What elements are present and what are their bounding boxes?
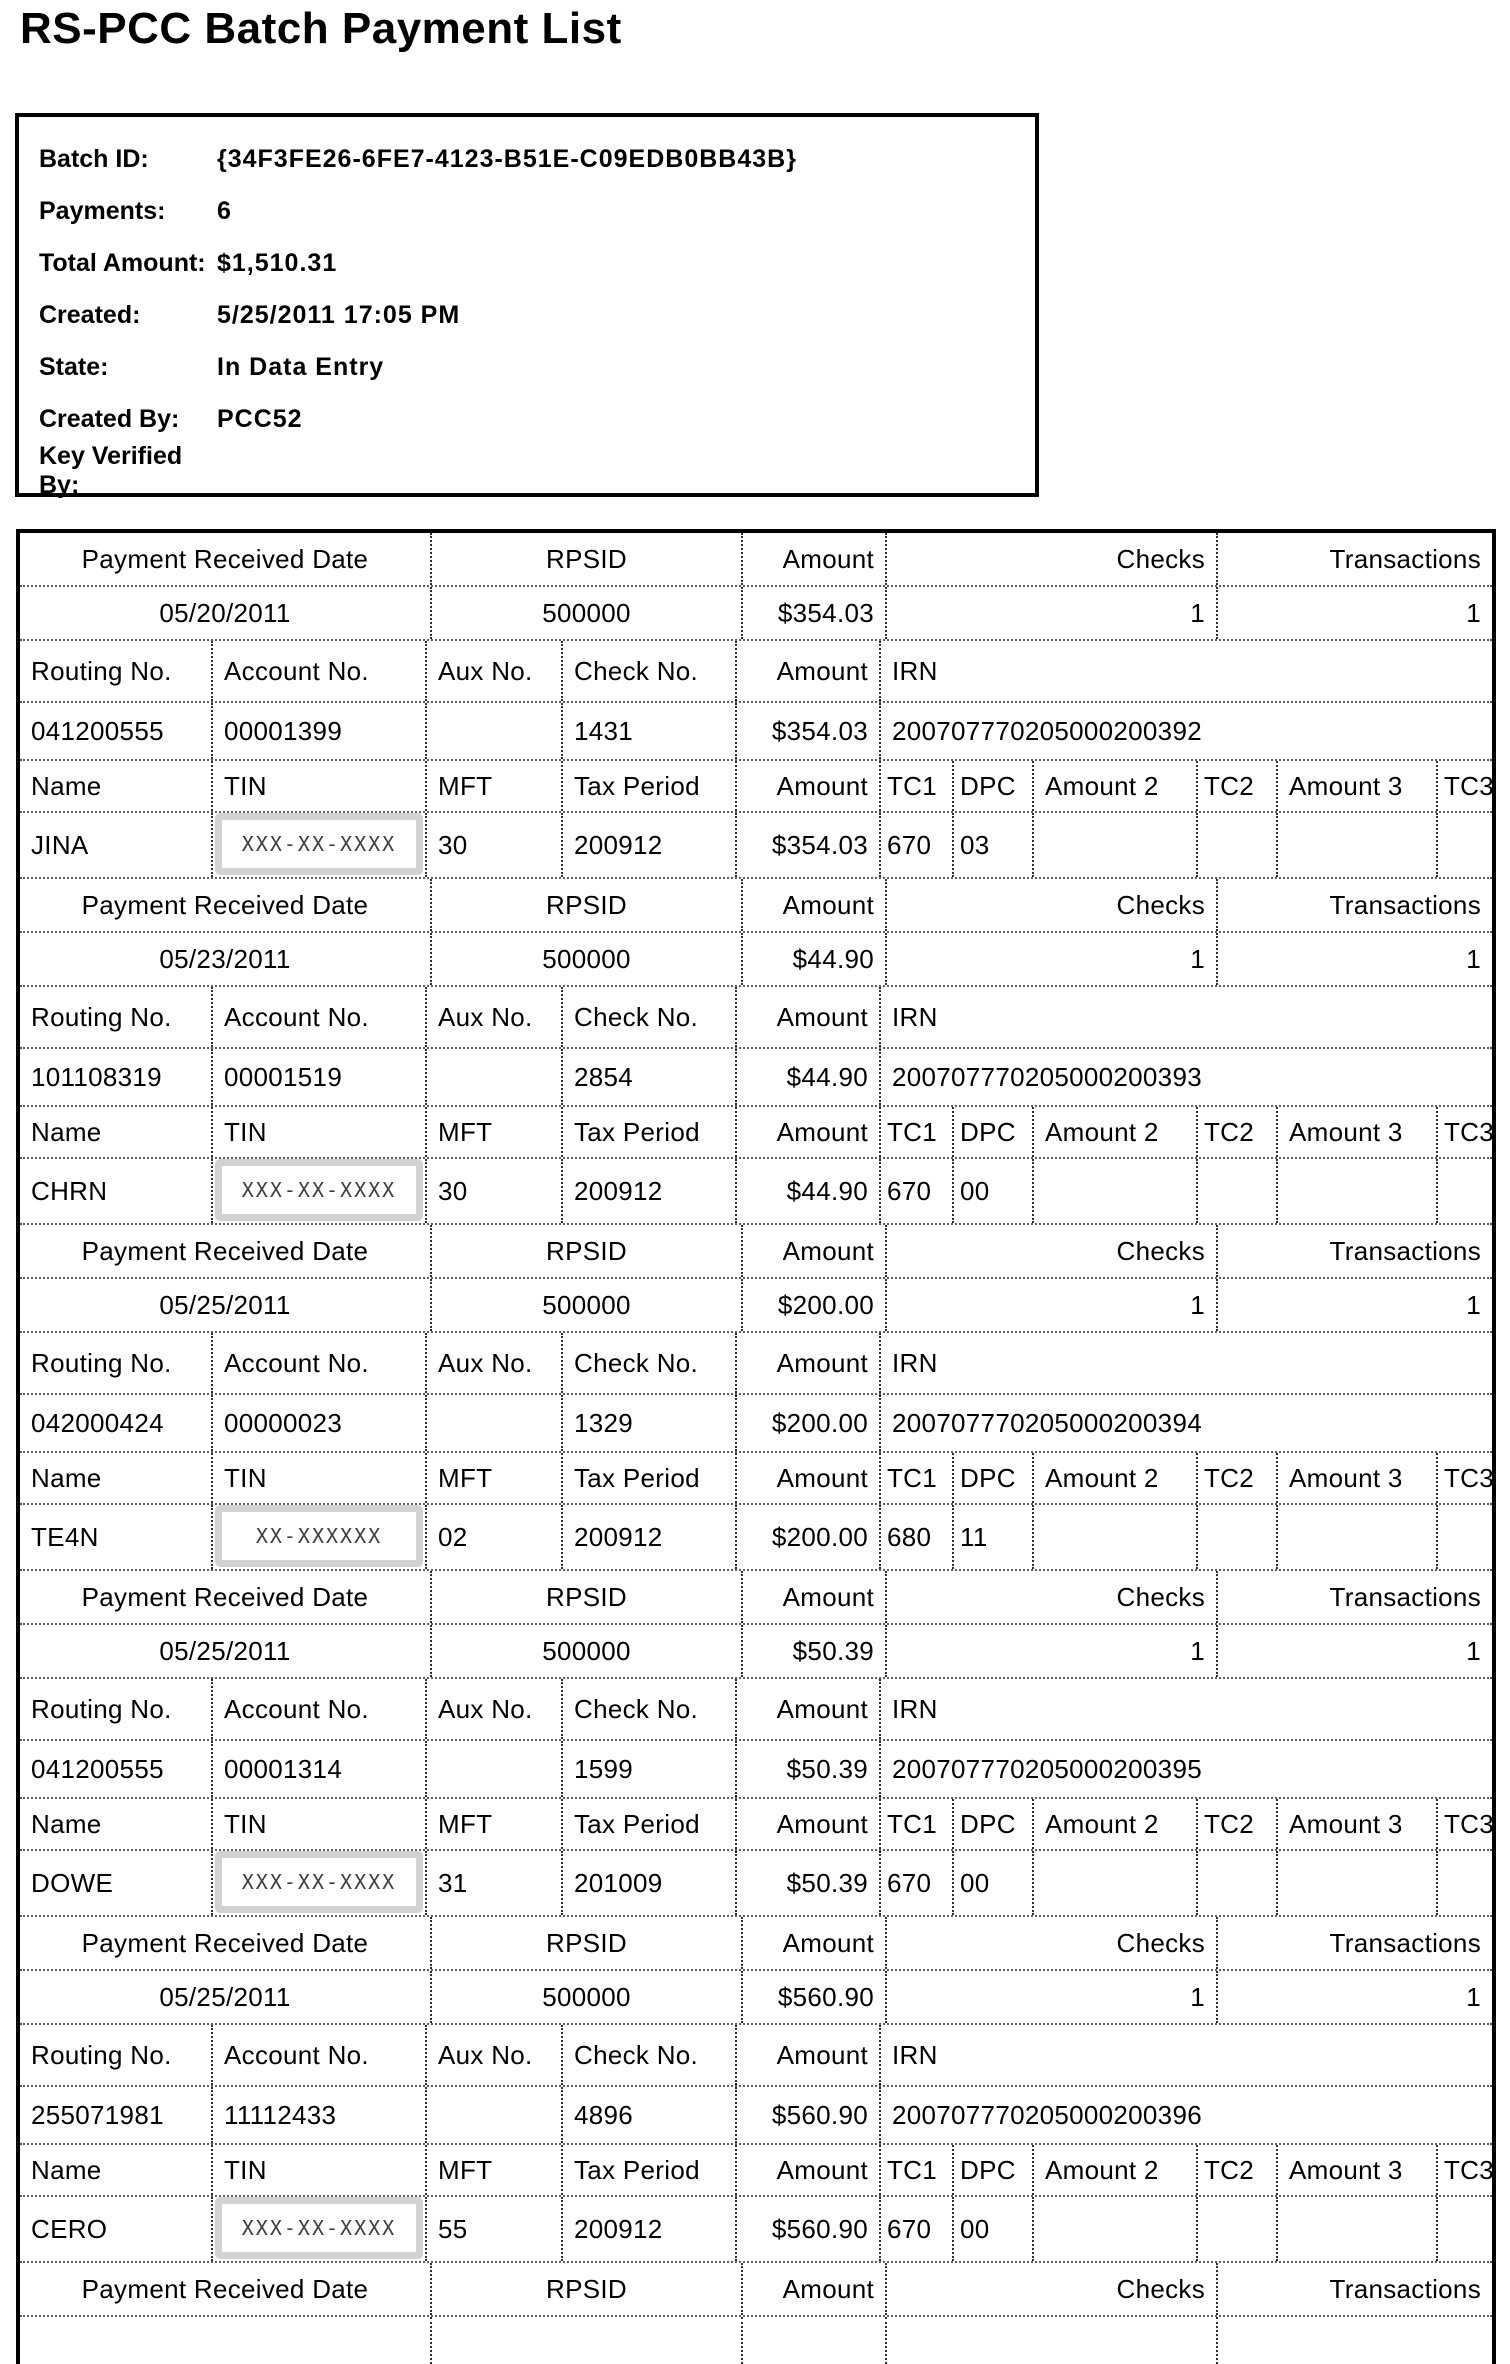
batch-info-box bbox=[15, 113, 1039, 497]
created-by-value: PCC52 bbox=[217, 404, 303, 433]
routing-no-value: 041200555 bbox=[20, 703, 213, 759]
col-header-payment-received-date: Payment Received Date bbox=[20, 1571, 432, 1623]
col-header-transactions: Transactions bbox=[1329, 543, 1481, 574]
payment-header-row bbox=[20, 879, 1492, 933]
col-header-irn: IRN bbox=[892, 1693, 938, 1724]
checks-value: 1 bbox=[887, 587, 1218, 639]
detail-header-row bbox=[20, 1799, 1495, 1851]
col-header-rpsid: RPSID bbox=[432, 879, 743, 931]
col-header-tc1: TC1 bbox=[881, 2145, 954, 2195]
col-header-check-no: Check No. bbox=[563, 641, 737, 701]
col-header-aux-no: Aux No. bbox=[427, 2025, 563, 2085]
col-header-tc2: TC2 bbox=[1198, 1799, 1278, 1849]
created-by-label: Created By: bbox=[39, 404, 180, 433]
routing-no-value: 101108319 bbox=[20, 1049, 213, 1105]
check-no-value: 1329 bbox=[563, 1395, 737, 1451]
taxpayer-name-value: CHRN bbox=[20, 1159, 213, 1223]
received-date-value: 05/25/2011 bbox=[20, 1279, 432, 1331]
col-header-dpc: DPC bbox=[954, 1453, 1034, 1503]
tax-period-value: 200912 bbox=[563, 1505, 737, 1569]
total-amount-value: $1,510.31 bbox=[217, 248, 338, 277]
col-header-aux-no: Aux No. bbox=[427, 1679, 563, 1739]
col-header-check-no: Check No. bbox=[563, 1333, 737, 1393]
col-header-checks: Checks bbox=[887, 2263, 1218, 2315]
col-header-amount2: Amount 2 bbox=[1034, 761, 1198, 811]
col-header-checks: Checks bbox=[887, 1225, 1218, 1277]
tc1-value: 680 bbox=[881, 1505, 954, 1569]
tc3-value bbox=[1438, 1505, 1492, 1569]
detail-amount-value: $44.90 bbox=[737, 1159, 881, 1223]
col-header-routing-no: Routing No. bbox=[20, 641, 213, 701]
created-label: Created: bbox=[39, 300, 141, 329]
tc3-value bbox=[1438, 1851, 1492, 1915]
amount3-value bbox=[1278, 1159, 1438, 1223]
col-header-transactions: Transactions bbox=[1329, 1927, 1481, 1958]
col-header-mft: MFT bbox=[427, 761, 563, 811]
payment-summary-row bbox=[20, 1279, 1492, 1333]
created-value: 5/25/2011 17:05 PM bbox=[217, 300, 461, 329]
col-header-name: Name bbox=[20, 1453, 213, 1503]
taxpayer-name-value: CERO bbox=[20, 2197, 213, 2261]
col-header-tc1: TC1 bbox=[881, 1799, 954, 1849]
tin-redacted-box bbox=[215, 813, 423, 875]
payment-header-row bbox=[20, 1917, 1492, 1971]
batch-id-label: Batch ID: bbox=[39, 144, 149, 173]
routing-no-value: 041200555 bbox=[20, 1741, 213, 1797]
irn-value: 200707770205000200392 bbox=[892, 715, 1202, 746]
taxpayer-name-value: JINA bbox=[20, 813, 213, 877]
col-header-tin: TIN bbox=[213, 1799, 427, 1849]
col-header-amount: Amount bbox=[743, 1225, 887, 1277]
bank-detail-row bbox=[20, 1395, 1492, 1453]
col-header-account-no: Account No. bbox=[213, 987, 427, 1047]
detail-header-row bbox=[20, 2145, 1495, 2197]
col-header-tin: TIN bbox=[213, 1453, 427, 1503]
col-header-amount: Amount bbox=[743, 879, 887, 931]
col-header-check-no: Check No. bbox=[563, 1679, 737, 1739]
tax-period-value: 200912 bbox=[563, 813, 737, 877]
account-no-value: 11112433 bbox=[213, 2087, 427, 2143]
bank-header-row bbox=[20, 1679, 1492, 1741]
payment-header-row bbox=[20, 1571, 1492, 1625]
col-header-amount: Amount bbox=[743, 533, 887, 585]
col-header-tc3: TC3 bbox=[1444, 1462, 1495, 1493]
tin-redacted-text: XX-XXXXXX bbox=[255, 1524, 383, 1548]
col-header-tax-period: Tax Period bbox=[563, 2145, 737, 2195]
payments-count-label: Payments: bbox=[39, 196, 166, 225]
payments-count-row bbox=[39, 185, 1035, 237]
taxpayer-name-value: TE4N bbox=[20, 1505, 213, 1569]
col-header-tc2: TC2 bbox=[1198, 761, 1278, 811]
detail-header-row bbox=[20, 1453, 1495, 1505]
check-amount-value: $560.90 bbox=[737, 2087, 881, 2143]
bank-detail-row bbox=[20, 1049, 1492, 1107]
irn-value: 200707770205000200394 bbox=[892, 1407, 1202, 1438]
tin-cell bbox=[213, 1159, 427, 1223]
col-header-amount3: Amount 3 bbox=[1278, 1799, 1438, 1849]
dpc-value: 11 bbox=[954, 1505, 1034, 1569]
col-header-amount: Amount bbox=[737, 641, 881, 701]
col-header-checks: Checks bbox=[887, 879, 1218, 931]
detail-header-row bbox=[20, 1107, 1495, 1159]
mft-value: 30 bbox=[427, 1159, 563, 1223]
amount3-value bbox=[1278, 2197, 1438, 2261]
tc2-value bbox=[1198, 1159, 1278, 1223]
detail-value-row bbox=[20, 1851, 1492, 1917]
bank-detail-row bbox=[20, 703, 1492, 761]
col-header-rpsid: RPSID bbox=[432, 1917, 743, 1969]
tin-redacted-text: XXX-XX-XXXX bbox=[241, 832, 397, 856]
col-header-aux-no: Aux No. bbox=[427, 1333, 563, 1393]
payment-summary-row bbox=[20, 933, 1492, 987]
col-header-transactions: Transactions bbox=[1329, 2273, 1481, 2304]
account-no-value: 00001399 bbox=[213, 703, 427, 759]
tin-redacted-box bbox=[215, 1159, 423, 1221]
amount3-value bbox=[1278, 1851, 1438, 1915]
check-no-value: 1599 bbox=[563, 1741, 737, 1797]
payment-header-row bbox=[20, 1225, 1492, 1279]
received-date-value: 05/20/2011 bbox=[20, 587, 432, 639]
col-header-mft: MFT bbox=[427, 1799, 563, 1849]
col-header-routing-no: Routing No. bbox=[20, 2025, 213, 2085]
bank-detail-row bbox=[20, 1741, 1492, 1799]
tax-period-value: 200912 bbox=[563, 1159, 737, 1223]
tc3-value bbox=[1438, 1159, 1492, 1223]
aux-no-value bbox=[427, 2087, 563, 2143]
amount2-value bbox=[1034, 1505, 1198, 1569]
payment-summary-row bbox=[20, 1625, 1492, 1679]
col-header-amount: Amount bbox=[737, 2145, 881, 2195]
col-header-check-no: Check No. bbox=[563, 2025, 737, 2085]
col-header-dpc: DPC bbox=[954, 761, 1034, 811]
mft-value: 55 bbox=[427, 2197, 563, 2261]
col-header-transactions: Transactions bbox=[1329, 889, 1481, 920]
tin-redacted-box bbox=[215, 2197, 423, 2259]
rpsid-value: 500000 bbox=[432, 587, 743, 639]
col-header-rpsid: RPSID bbox=[432, 533, 743, 585]
irn-value: 200707770205000200396 bbox=[892, 2099, 1202, 2130]
tc1-value: 670 bbox=[881, 2197, 954, 2261]
payments-count-value: 6 bbox=[217, 196, 232, 225]
col-header-tax-period: Tax Period bbox=[563, 1107, 737, 1157]
col-header-dpc: DPC bbox=[954, 1799, 1034, 1849]
col-header-irn: IRN bbox=[892, 655, 938, 686]
account-no-value: 00000023 bbox=[213, 1395, 427, 1451]
transactions-value: 1 bbox=[1466, 1289, 1481, 1320]
col-header-checks: Checks bbox=[887, 533, 1218, 585]
col-header-aux-no: Aux No. bbox=[427, 987, 563, 1047]
tc2-value bbox=[1198, 2197, 1278, 2261]
col-header-tc2: TC2 bbox=[1198, 1453, 1278, 1503]
col-header-rpsid: RPSID bbox=[432, 1225, 743, 1277]
routing-no-value: 255071981 bbox=[20, 2087, 213, 2143]
col-header-dpc: DPC bbox=[954, 2145, 1034, 2195]
col-header-amount: Amount bbox=[737, 2025, 881, 2085]
check-amount-value: $354.03 bbox=[737, 703, 881, 759]
col-header-name: Name bbox=[20, 761, 213, 811]
col-header-tc1: TC1 bbox=[881, 1453, 954, 1503]
state-row bbox=[39, 341, 1035, 393]
amount3-value bbox=[1278, 1505, 1438, 1569]
col-header-tc1: TC1 bbox=[881, 1107, 954, 1157]
bank-header-row bbox=[20, 987, 1492, 1049]
col-header-rpsid: RPSID bbox=[432, 2263, 743, 2315]
amount-value: $50.39 bbox=[743, 1625, 887, 1677]
transactions-value: 1 bbox=[1466, 1635, 1481, 1666]
col-header-tax-period: Tax Period bbox=[563, 1453, 737, 1503]
col-header-payment-received-date: Payment Received Date bbox=[20, 1917, 432, 1969]
total-amount-row bbox=[39, 237, 1035, 289]
check-no-value: 2854 bbox=[563, 1049, 737, 1105]
col-header-amount: Amount bbox=[737, 1679, 881, 1739]
amount-value: $354.03 bbox=[743, 587, 887, 639]
payment-header-row bbox=[20, 2263, 1492, 2317]
transactions-value bbox=[1218, 2317, 1492, 2364]
col-header-transactions: Transactions bbox=[1329, 1235, 1481, 1266]
col-header-mft: MFT bbox=[427, 1453, 563, 1503]
mft-value: 02 bbox=[427, 1505, 563, 1569]
checks-value bbox=[887, 2317, 1218, 2364]
check-no-value: 4896 bbox=[563, 2087, 737, 2143]
tin-redacted-box bbox=[215, 1505, 423, 1567]
checks-value: 1 bbox=[887, 1625, 1218, 1677]
tin-cell bbox=[213, 2197, 427, 2261]
col-header-irn: IRN bbox=[892, 1347, 938, 1378]
transactions-value: 1 bbox=[1466, 1981, 1481, 2012]
state-label: State: bbox=[39, 352, 109, 381]
bank-header-row bbox=[20, 2025, 1492, 2087]
account-no-value: 00001519 bbox=[213, 1049, 427, 1105]
checks-value: 1 bbox=[887, 1971, 1218, 2023]
col-header-dpc: DPC bbox=[954, 1107, 1034, 1157]
bank-header-row bbox=[20, 641, 1492, 703]
payment-summary-row-truncated bbox=[20, 2317, 1492, 2364]
tin-cell bbox=[213, 1851, 427, 1915]
col-header-amount: Amount bbox=[737, 761, 881, 811]
col-header-amount: Amount bbox=[737, 987, 881, 1047]
col-header-payment-received-date: Payment Received Date bbox=[20, 879, 432, 931]
col-header-amount: Amount bbox=[743, 1571, 887, 1623]
key-verified-by-row bbox=[39, 442, 1035, 499]
rpsid-value bbox=[432, 2317, 743, 2364]
rpsid-value: 500000 bbox=[432, 1971, 743, 2023]
col-header-amount3: Amount 3 bbox=[1278, 1453, 1438, 1503]
total-amount-label: Total Amount: bbox=[39, 248, 206, 277]
routing-no-value: 042000424 bbox=[20, 1395, 213, 1451]
payment-table bbox=[16, 529, 1496, 2364]
dpc-value: 00 bbox=[954, 1159, 1034, 1223]
col-header-irn: IRN bbox=[892, 1001, 938, 1032]
col-header-irn: IRN bbox=[892, 2039, 938, 2070]
checks-value: 1 bbox=[887, 1279, 1218, 1331]
col-header-tax-period: Tax Period bbox=[563, 761, 737, 811]
col-header-rpsid: RPSID bbox=[432, 1571, 743, 1623]
aux-no-value bbox=[427, 703, 563, 759]
col-header-tc3: TC3 bbox=[1444, 1808, 1495, 1839]
tc2-value bbox=[1198, 813, 1278, 877]
col-header-transactions: Transactions bbox=[1329, 1581, 1481, 1612]
payment-summary-row bbox=[20, 1971, 1492, 2025]
col-header-amount: Amount bbox=[737, 1799, 881, 1849]
amount2-value bbox=[1034, 1851, 1198, 1915]
aux-no-value bbox=[427, 1049, 563, 1105]
check-amount-value: $50.39 bbox=[737, 1741, 881, 1797]
transactions-value: 1 bbox=[1466, 943, 1481, 974]
col-header-payment-received-date: Payment Received Date bbox=[20, 1225, 432, 1277]
amount-value: $44.90 bbox=[743, 933, 887, 985]
received-date-value: 05/23/2011 bbox=[20, 933, 432, 985]
col-header-check-no: Check No. bbox=[563, 987, 737, 1047]
amount2-value bbox=[1034, 1159, 1198, 1223]
col-header-amount: Amount bbox=[743, 1917, 887, 1969]
tin-cell bbox=[213, 813, 427, 877]
key-verified-by-label: Key Verified By: bbox=[39, 442, 183, 499]
detail-amount-value: $200.00 bbox=[737, 1505, 881, 1569]
col-header-checks: Checks bbox=[887, 1917, 1218, 1969]
col-header-account-no: Account No. bbox=[213, 1333, 427, 1393]
col-header-mft: MFT bbox=[427, 1107, 563, 1157]
tc1-value: 670 bbox=[881, 1851, 954, 1915]
col-header-amount3: Amount 3 bbox=[1278, 1107, 1438, 1157]
received-date-value: 05/25/2011 bbox=[20, 1971, 432, 2023]
irn-value: 200707770205000200393 bbox=[892, 1061, 1202, 1092]
mft-value: 31 bbox=[427, 1851, 563, 1915]
col-header-tc3: TC3 bbox=[1444, 1116, 1495, 1147]
col-header-name: Name bbox=[20, 1799, 213, 1849]
col-header-tc3: TC3 bbox=[1444, 770, 1495, 801]
payment-header-row bbox=[20, 533, 1492, 587]
col-header-amount2: Amount 2 bbox=[1034, 1799, 1198, 1849]
amount-value: $560.90 bbox=[743, 1971, 887, 2023]
col-header-tin: TIN bbox=[213, 1107, 427, 1157]
tc3-value bbox=[1438, 2197, 1492, 2261]
col-header-name: Name bbox=[20, 2145, 213, 2195]
detail-value-row bbox=[20, 1505, 1492, 1571]
tin-redacted-text: XXX-XX-XXXX bbox=[241, 2216, 397, 2240]
col-header-routing-no: Routing No. bbox=[20, 1333, 213, 1393]
detail-value-row bbox=[20, 813, 1492, 879]
detail-header-row bbox=[20, 761, 1495, 813]
rpsid-value: 500000 bbox=[432, 1625, 743, 1677]
tc1-value: 670 bbox=[881, 813, 954, 877]
tin-redacted-box bbox=[215, 1851, 423, 1913]
account-no-value: 00001314 bbox=[213, 1741, 427, 1797]
amount2-value bbox=[1034, 2197, 1198, 2261]
rpsid-value: 500000 bbox=[432, 933, 743, 985]
col-header-amount2: Amount 2 bbox=[1034, 2145, 1198, 2195]
batch-id-row bbox=[39, 133, 1035, 185]
col-header-tin: TIN bbox=[213, 761, 427, 811]
col-header-amount3: Amount 3 bbox=[1278, 2145, 1438, 2195]
mft-value: 30 bbox=[427, 813, 563, 877]
col-header-payment-received-date: Payment Received Date bbox=[20, 2263, 432, 2315]
col-header-name: Name bbox=[20, 1107, 213, 1157]
col-header-account-no: Account No. bbox=[213, 1679, 427, 1739]
col-header-routing-no: Routing No. bbox=[20, 1679, 213, 1739]
payment-summary-row bbox=[20, 587, 1492, 641]
amount-value: $200.00 bbox=[743, 1279, 887, 1331]
col-header-tc2: TC2 bbox=[1198, 2145, 1278, 2195]
col-header-amount2: Amount 2 bbox=[1034, 1453, 1198, 1503]
dpc-value: 03 bbox=[954, 813, 1034, 877]
col-header-aux-no: Aux No. bbox=[427, 641, 563, 701]
col-header-tc2: TC2 bbox=[1198, 1107, 1278, 1157]
col-header-amount: Amount bbox=[737, 1107, 881, 1157]
tax-period-value: 201009 bbox=[563, 1851, 737, 1915]
created-row bbox=[39, 289, 1035, 341]
bank-detail-row bbox=[20, 2087, 1492, 2145]
col-header-amount: Amount bbox=[737, 1453, 881, 1503]
received-date-value: 05/25/2011 bbox=[20, 1625, 432, 1677]
col-header-routing-no: Routing No. bbox=[20, 987, 213, 1047]
col-header-account-no: Account No. bbox=[213, 2025, 427, 2085]
received-date-value bbox=[20, 2317, 432, 2364]
col-header-tin: TIN bbox=[213, 2145, 427, 2195]
dpc-value: 00 bbox=[954, 1851, 1034, 1915]
detail-amount-value: $354.03 bbox=[737, 813, 881, 877]
col-header-checks: Checks bbox=[887, 1571, 1218, 1623]
col-header-amount3: Amount 3 bbox=[1278, 761, 1438, 811]
col-header-tc3: TC3 bbox=[1444, 2154, 1495, 2185]
page-title: RS-PCC Batch Payment List bbox=[20, 4, 622, 53]
batch-id-value: {34F3FE26-6FE7-4123-B51E-C09EDB0BB43B} bbox=[217, 144, 797, 173]
detail-amount-value: $50.39 bbox=[737, 1851, 881, 1915]
col-header-account-no: Account No. bbox=[213, 641, 427, 701]
dpc-value: 00 bbox=[954, 2197, 1034, 2261]
checks-value: 1 bbox=[887, 933, 1218, 985]
state-value: In Data Entry bbox=[217, 352, 385, 381]
col-header-tax-period: Tax Period bbox=[563, 1799, 737, 1849]
bank-header-row bbox=[20, 1333, 1492, 1395]
detail-value-row bbox=[20, 2197, 1492, 2263]
tax-period-value: 200912 bbox=[563, 2197, 737, 2261]
col-header-amount: Amount bbox=[743, 2263, 887, 2315]
created-by-row bbox=[39, 393, 1035, 445]
tc2-value bbox=[1198, 1505, 1278, 1569]
check-amount-value: $44.90 bbox=[737, 1049, 881, 1105]
tin-redacted-text: XXX-XX-XXXX bbox=[241, 1178, 397, 1202]
aux-no-value bbox=[427, 1395, 563, 1451]
aux-no-value bbox=[427, 1741, 563, 1797]
detail-value-row bbox=[20, 1159, 1492, 1225]
tin-redacted-text: XXX-XX-XXXX bbox=[241, 1870, 397, 1894]
check-no-value: 1431 bbox=[563, 703, 737, 759]
check-amount-value: $200.00 bbox=[737, 1395, 881, 1451]
amount3-value bbox=[1278, 813, 1438, 877]
amount-value bbox=[743, 2317, 887, 2364]
col-header-amount2: Amount 2 bbox=[1034, 1107, 1198, 1157]
taxpayer-name-value: DOWE bbox=[20, 1851, 213, 1915]
rpsid-value: 500000 bbox=[432, 1279, 743, 1331]
tc2-value bbox=[1198, 1851, 1278, 1915]
col-header-tc1: TC1 bbox=[881, 761, 954, 811]
amount2-value bbox=[1034, 813, 1198, 877]
tc1-value: 670 bbox=[881, 1159, 954, 1223]
transactions-value: 1 bbox=[1466, 597, 1481, 628]
detail-amount-value: $560.90 bbox=[737, 2197, 881, 2261]
col-header-payment-received-date: Payment Received Date bbox=[20, 533, 432, 585]
irn-value: 200707770205000200395 bbox=[892, 1753, 1202, 1784]
tin-cell bbox=[213, 1505, 427, 1569]
col-header-amount: Amount bbox=[737, 1333, 881, 1393]
tc3-value bbox=[1438, 813, 1492, 877]
col-header-mft: MFT bbox=[427, 2145, 563, 2195]
